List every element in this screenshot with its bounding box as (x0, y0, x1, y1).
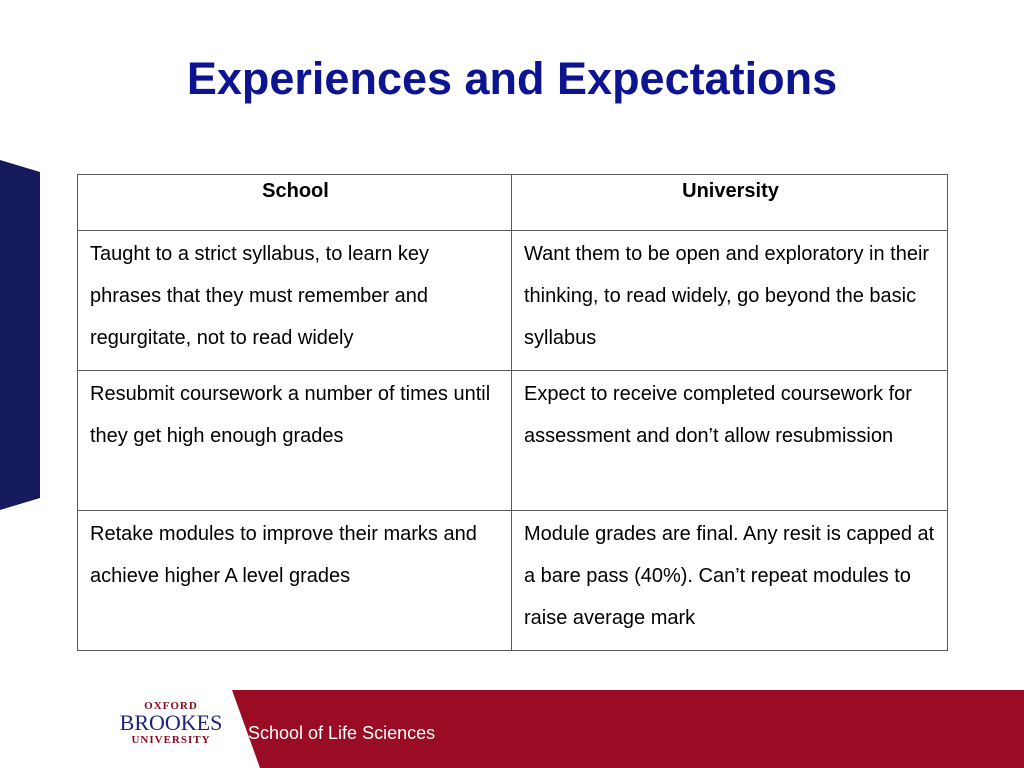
school-cell: Resubmit coursework a number of times until they get high enough grades (78, 371, 512, 511)
table-row (78, 371, 948, 511)
header-university: University (512, 175, 948, 231)
comparison-table (77, 174, 948, 651)
school-cell: Retake modules to improve their marks and achieve higher A level grades (78, 511, 512, 651)
table-row (78, 511, 948, 651)
table-row (78, 231, 948, 371)
university-cell: Module grades are final. Any resit is capped at a bare pass (40%). Can’t repeat modules to raise average mark (512, 511, 948, 651)
footer-bar (0, 690, 1024, 768)
logo-oxford: OXFORD (144, 700, 198, 712)
logo-brookes: BROOKES (119, 710, 223, 735)
side-decoration-band (0, 160, 40, 510)
table-header-row (78, 175, 948, 231)
slide-title: Experiences and Expectations (186, 53, 838, 104)
university-cell: Want them to be open and exploratory in their thinking, to read widely, go beyond the basic syllabus (512, 231, 948, 371)
school-cell: Taught to a strict syllabus, to learn key phrases that they must remember and regurgitate, not to read widely (78, 231, 512, 371)
department-name: School of Life Sciences (248, 723, 436, 743)
university-logo (116, 700, 226, 750)
university-cell: Expect to receive completed coursework for assessment and don’t allow resubmission (512, 371, 948, 511)
header-school: School (78, 175, 512, 231)
logo-university: UNIVERSITY (131, 734, 211, 746)
